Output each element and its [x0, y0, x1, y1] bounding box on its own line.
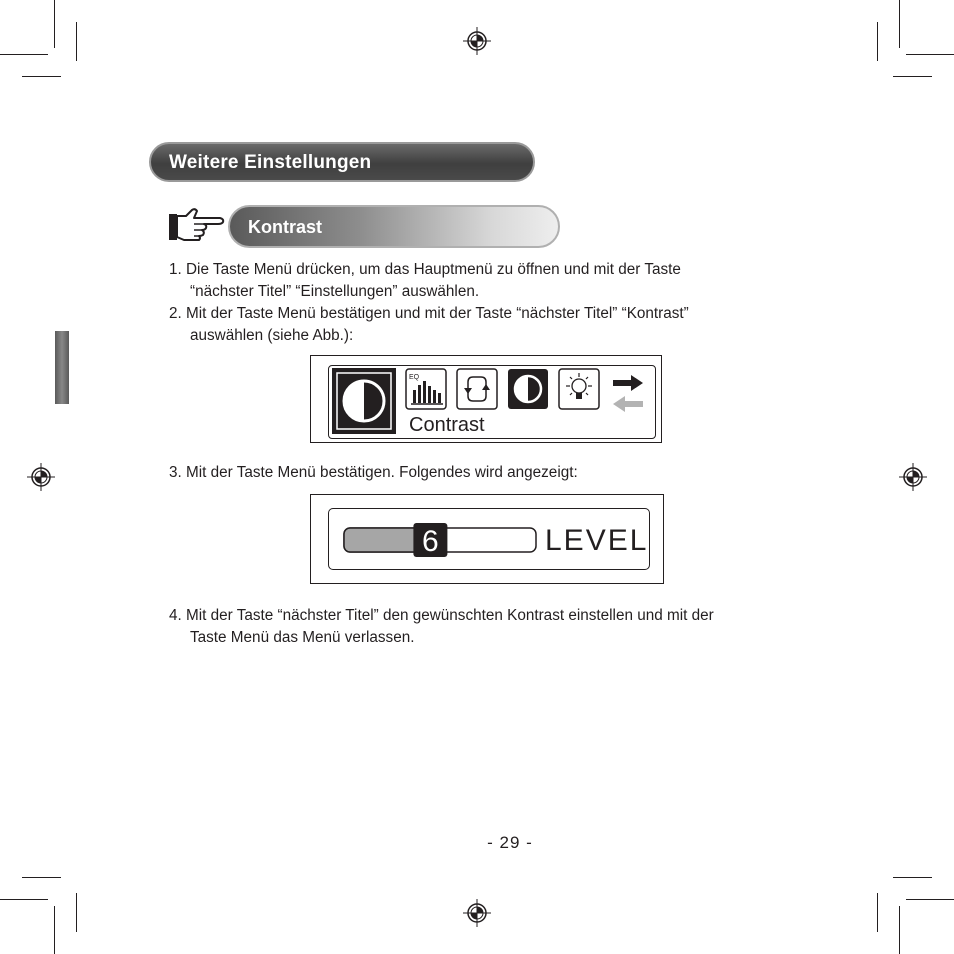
crop-mark	[54, 0, 55, 48]
crop-mark	[877, 22, 878, 61]
registration-mark-icon	[463, 27, 491, 55]
crop-mark	[54, 906, 55, 954]
crop-mark	[22, 76, 61, 77]
crop-mark	[76, 22, 77, 61]
contrast-icon	[507, 368, 549, 410]
level-value: 6	[422, 525, 439, 557]
step-4-line-1: 4. Mit der Taste “nächster Titel” den gewünschten Kontrast einstellen und mit der	[169, 607, 714, 624]
crop-mark	[877, 893, 878, 932]
menu-screen-figure	[310, 355, 662, 443]
section-header	[149, 142, 535, 182]
crop-mark	[906, 899, 954, 900]
step-3	[169, 462, 578, 484]
step-4-line-2: Taste Menü das Menü verlassen.	[190, 628, 415, 646]
crop-mark	[906, 54, 954, 55]
registration-mark-icon	[899, 463, 927, 491]
repeat-icon	[456, 368, 498, 410]
step-3-line-1: 3. Mit der Taste Menü bestätigen. Folgendes wird angezeigt:	[169, 464, 578, 481]
step-2-line-2: auswählen (siehe Abb.):	[190, 326, 354, 344]
crop-mark	[76, 893, 77, 932]
chapter-side-tab	[55, 331, 69, 404]
page-number: - 29 -	[487, 833, 533, 852]
menu-screen-display	[328, 365, 656, 439]
subsection-title: Kontrast	[248, 217, 323, 237]
crop-mark	[899, 906, 900, 954]
step-1	[169, 259, 681, 302]
level-label: LEVEL	[545, 524, 649, 557]
section-title: Weitere Einstellungen	[169, 152, 372, 173]
level-screen-display	[328, 508, 650, 570]
step-1-line-2: “nächster Titel” “Einstellungen” auswählen.	[190, 282, 480, 300]
backlight-icon	[558, 368, 600, 410]
eq-label: EQ	[409, 374, 420, 381]
step-2	[169, 303, 689, 346]
menu-label: Contrast	[409, 414, 485, 436]
contrast-level-bar	[343, 523, 538, 557]
crop-mark	[0, 54, 48, 55]
crop-mark	[899, 0, 900, 48]
step-1-line-1: 1. Die Taste Menü drücken, um das Hauptmenü zu öffnen und mit der Taste	[169, 261, 681, 278]
step-4	[169, 605, 714, 648]
step-2-line-1: 2. Mit der Taste Menü bestätigen und mit der Taste “nächster Titel” “Kontrast”	[169, 305, 689, 322]
crop-mark	[0, 899, 48, 900]
subsection-header	[228, 205, 560, 248]
registration-mark-icon	[463, 899, 491, 927]
crop-mark	[22, 877, 61, 878]
pointing-hand-icon	[168, 208, 226, 244]
contrast-icon	[331, 367, 397, 435]
crop-mark	[893, 76, 932, 77]
registration-mark-icon	[27, 463, 55, 491]
arrow-left-icon	[611, 395, 645, 413]
arrow-right-icon	[611, 374, 645, 392]
level-screen-figure	[310, 494, 664, 584]
crop-mark	[893, 877, 932, 878]
equalizer-icon	[405, 368, 447, 410]
